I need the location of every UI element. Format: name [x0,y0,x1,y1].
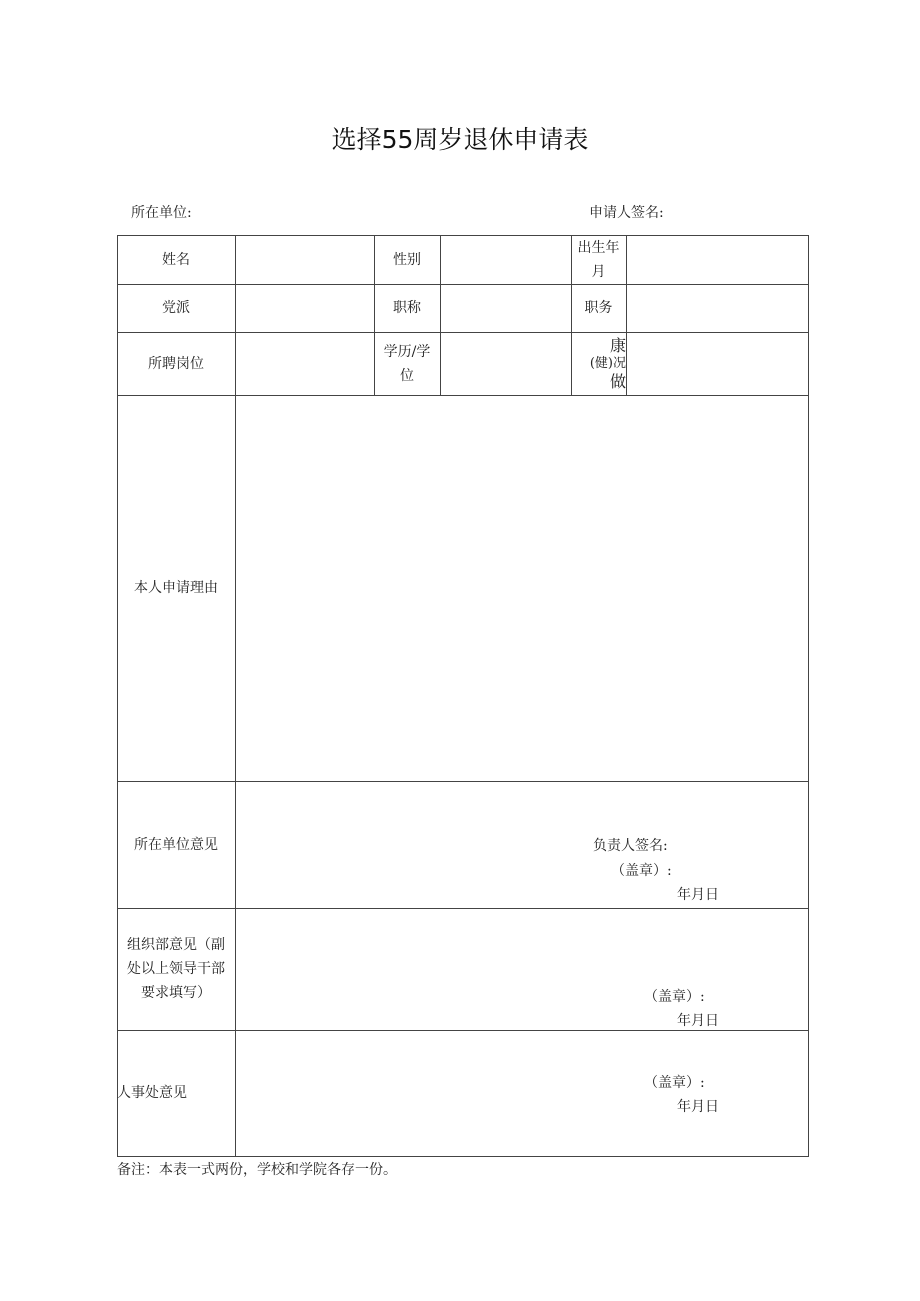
position-field[interactable] [626,284,808,332]
education-label [374,332,440,395]
org-date-label: 年月日 [677,1013,719,1029]
org-opinion-line2: 处以上领导干部 [127,961,225,977]
rank-title-field[interactable] [440,284,571,332]
party-field[interactable] [235,284,374,332]
rank-title-label: 职称 [393,300,421,316]
education-label-line2: 位 [400,367,414,384]
birth-field[interactable] [626,235,808,284]
org-opinion-label [117,908,235,1030]
reason-label: 本人申请理由 [134,580,218,596]
position-label: 职务 [584,300,613,316]
org-opinion-line3: 要求填写） [141,985,211,1001]
page-title: 选择55周岁退休申请表 [331,125,589,154]
signature-label: 申请人签名: [589,205,664,221]
unit-opinion-label: 所在单位意见 [134,836,218,853]
footnote: 备注：本表一式两份，学校和学院各存一份。 [117,1162,397,1178]
hr-opinion-label: 人事处意见 [117,1085,187,1101]
name-field[interactable] [235,235,374,284]
org-seal-label: （盖章）: [644,989,705,1005]
birth-label-line2: 月 [591,263,606,280]
health-field[interactable] [626,332,808,395]
birth-label [571,235,626,284]
post-label: 所聘岗位 [148,355,204,372]
health-label-line1: 康 [609,335,626,355]
org-opinion-line1: 组织部意见（副 [127,937,225,953]
unit-label: 所在单位: [131,205,192,221]
health-label-line2: (健)况 [589,355,626,371]
unit-date-label: 年月日 [677,887,719,903]
post-field[interactable] [235,332,374,395]
gender-label: 性别 [393,251,421,268]
leader-signature-label: 负责人签名: [593,838,668,854]
health-label [571,332,626,395]
education-field[interactable] [440,332,571,395]
party-label: 党派 [162,300,190,316]
gender-field[interactable] [440,235,571,284]
reason-field[interactable] [235,395,808,781]
name-label: 姓名 [162,251,190,268]
hr-seal-label: （盖章）: [644,1075,705,1091]
unit-seal-label: （盖章）: [611,863,672,879]
health-label-line3: 做 [609,371,626,391]
hr-date-label: 年月日 [677,1099,719,1115]
birth-label-line1: 出生年 [577,239,620,256]
education-label-line1: 学历/学 [383,343,431,360]
